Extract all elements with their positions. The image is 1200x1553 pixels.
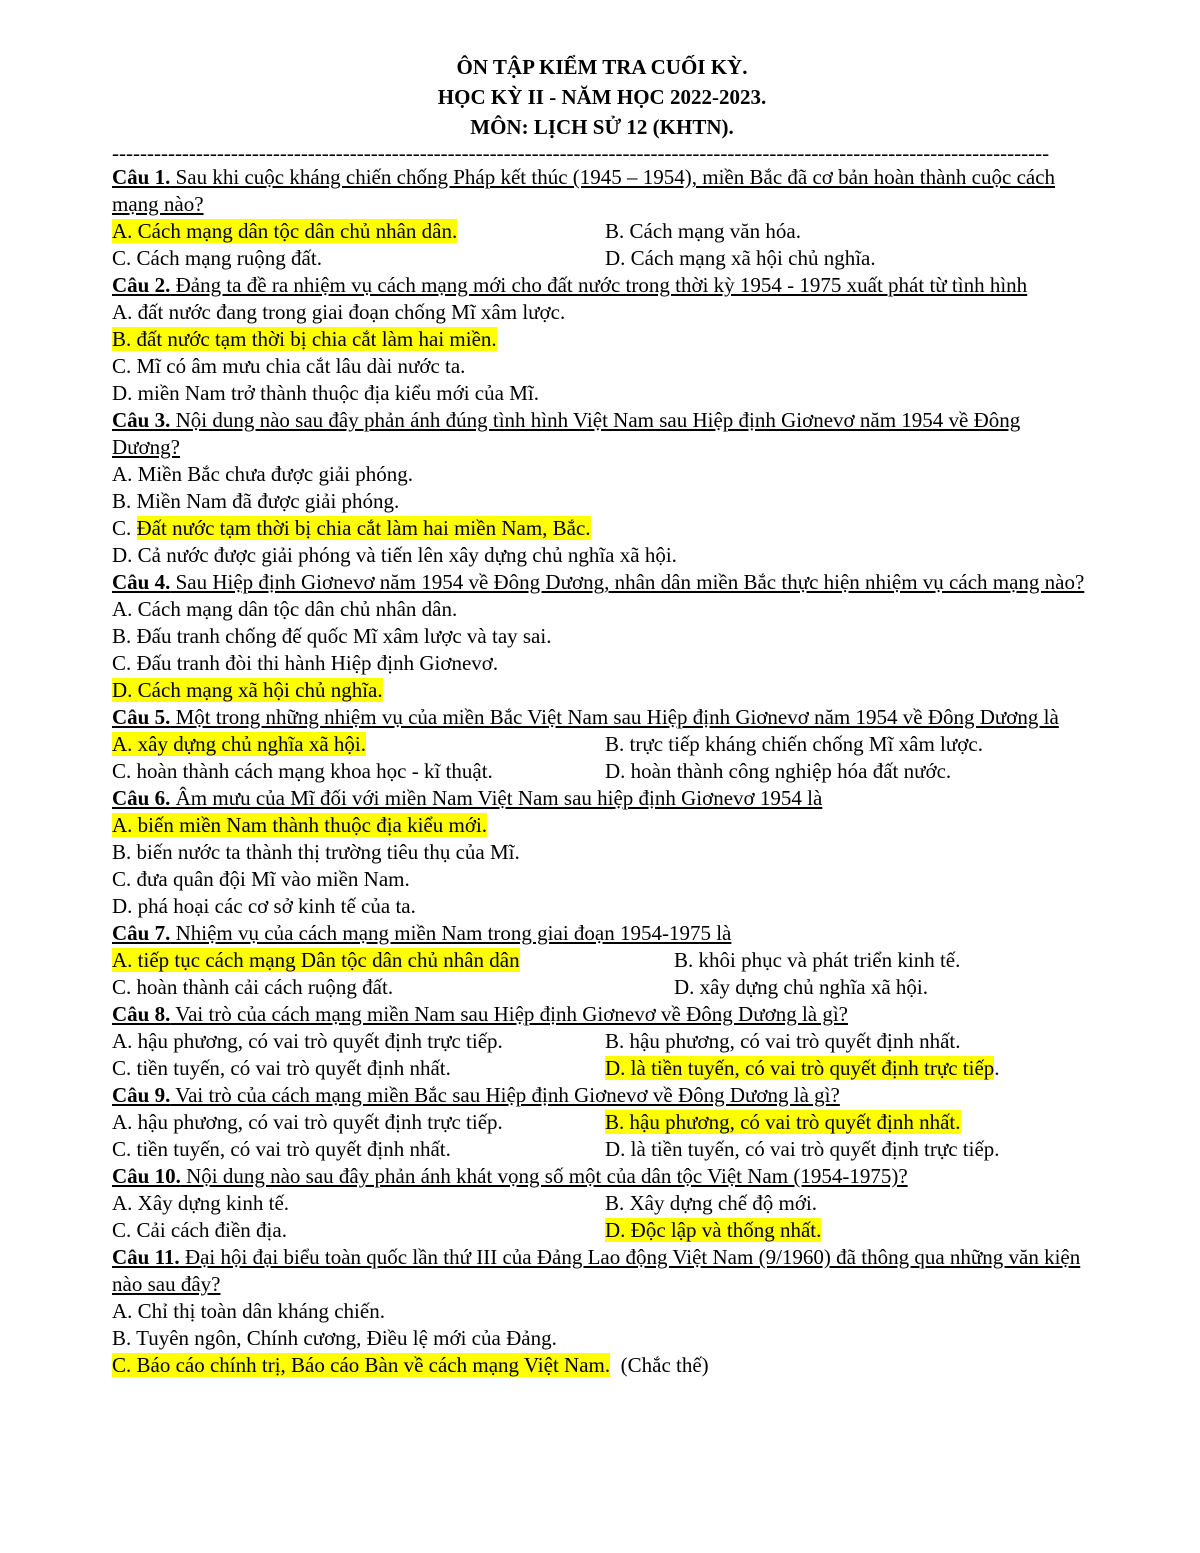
question-11 — [112, 1244, 1092, 1298]
title-line-1: ÔN TẬP KIỂM TRA CUỐI KỲ. — [456, 55, 748, 79]
question-7 — [112, 920, 1092, 947]
question-4 — [112, 569, 1092, 596]
question-text: Sau Hiệp định Giơnevơ năm 1954 về Đông Dương, nhân dân miền Bắc thực hiện nhiệm vụ cách mạng nào? — [170, 570, 1085, 594]
option-d: D. phá hoại các cơ sở kinh tế của ta. — [112, 894, 416, 918]
question-number: Câu 6. — [112, 786, 171, 810]
option-b: B. Cách mạng văn hóa. — [605, 219, 801, 243]
answer-note: (Chắc thế) — [610, 1353, 709, 1377]
question-number: Câu 10. — [112, 1164, 181, 1188]
option-b: B. Xây dựng chế độ mới. — [605, 1191, 818, 1215]
option-b: B. Miền Nam đã được giải phóng. — [112, 489, 400, 513]
option-d: D. Cách mạng xã hội chủ nghĩa. — [605, 246, 876, 270]
option-row — [112, 1055, 1092, 1082]
option-row — [112, 218, 1092, 245]
question-9 — [112, 1082, 1092, 1109]
option-d-correct — [605, 1055, 1000, 1082]
question-number: Câu 9. — [112, 1083, 171, 1107]
question-text: Đảng ta đề ra nhiệm vụ cách mạng mới cho đất nước trong thời kỳ 1954 - 1975 xuất phát từ tình hình — [170, 273, 1028, 297]
option-d-correct: D. Độc lập và thống nhất. — [605, 1218, 822, 1242]
title-line-3: MÔN: LỊCH SỬ 12 (KHTN). — [470, 115, 734, 139]
option-row — [112, 1136, 1092, 1163]
question-text: Sau khi cuộc kháng chiến chống Pháp kết thúc (1945 – 1954), miền Bắc đã cơ bản hoàn thành cuộc cách mạng nào? — [112, 165, 1056, 216]
option-c: C. Cách mạng ruộng đất. — [112, 246, 322, 270]
option-row — [112, 974, 1092, 1001]
question-number: Câu 3. — [112, 408, 171, 432]
option-b-correct: B. đất nước tạm thời bị chia cắt làm hai miền. — [112, 327, 497, 351]
document-title — [112, 52, 1092, 142]
option-row — [112, 758, 1092, 785]
question-text: Nội dung nào sau đây phản ánh khát vọng số một của dân tộc Việt Nam (1954-1975)? — [180, 1164, 908, 1188]
option-a: A. hậu phương, có vai trò quyết định trực tiếp. — [112, 1029, 503, 1053]
option-a: A. Chỉ thị toàn dân kháng chiến. — [112, 1299, 385, 1323]
option-d-text: D. là tiền tuyến, có vai trò quyết định trực tiếp — [605, 1056, 995, 1080]
question-8 — [112, 1001, 1092, 1028]
option-row — [112, 947, 1092, 974]
option-a: A. Cách mạng dân tộc dân chủ nhân dân. — [112, 597, 458, 621]
question-5 — [112, 704, 1092, 731]
question-number: Câu 1. — [112, 165, 171, 189]
option-a: A. Xây dựng kinh tế. — [112, 1191, 290, 1215]
question-6 — [112, 785, 1092, 812]
option-d: D. xây dựng chủ nghĩa xã hội. — [674, 975, 928, 999]
question-1 — [112, 164, 1092, 218]
option-b: B. trực tiếp kháng chiến chống Mĩ xâm lược. — [605, 732, 983, 756]
option-a: A. Miền Bắc chưa được giải phóng. — [112, 462, 413, 486]
option-c: C. đưa quân đội Mĩ vào miền Nam. — [112, 867, 410, 891]
option-c: C. tiền tuyến, có vai trò quyết định nhất. — [112, 1056, 451, 1080]
question-number: Câu 2. — [112, 273, 171, 297]
question-10 — [112, 1163, 1092, 1190]
question-2 — [112, 272, 1092, 299]
option-a-correct: A. xây dựng chủ nghĩa xã hội. — [112, 732, 366, 756]
option-b: B. hậu phương, có vai trò quyết định nhất. — [605, 1029, 961, 1053]
option-c-correct — [112, 515, 1092, 542]
question-number: Câu 8. — [112, 1002, 171, 1026]
option-d: D. Cả nước được giải phóng và tiến lên xây dựng chủ nghĩa xã hội. — [112, 543, 677, 567]
option-a: A. hậu phương, có vai trò quyết định trực tiếp. — [112, 1110, 503, 1134]
option-c: C. Đấu tranh đòi thi hành Hiệp định Giơnevơ. — [112, 651, 499, 675]
question-text: Vai trò của cách mạng miền Bắc sau Hiệp định Giơnevơ về Đông Dương là gì? — [170, 1083, 840, 1107]
option-b: B. khôi phục và phát triển kinh tế. — [674, 948, 961, 972]
option-c-text: C. Báo cáo chính trị, Báo cáo Bàn về cách mạng Việt Nam. — [112, 1353, 611, 1377]
option-d-correct: D. Cách mạng xã hội chủ nghĩa. — [112, 678, 383, 702]
option-c-text: Đất nước tạm thời bị chia cắt làm hai miền Nam, Bắc. — [136, 516, 591, 540]
option-d: D. hoàn thành công nghiệp hóa đất nước. — [605, 759, 952, 783]
question-text: Nhiệm vụ của cách mạng miền Nam trong giai đoạn 1954-1975 là — [170, 921, 732, 945]
option-a-correct: A. biến miền Nam thành thuộc địa kiểu mới. — [112, 813, 488, 837]
option-row — [112, 1190, 1092, 1217]
question-text: Âm mưu của Mĩ đối với miền Nam Việt Nam sau hiệp định Giơnevơ 1954 là — [170, 786, 823, 810]
option-c-correct — [112, 1352, 1092, 1379]
option-letter: C. — [112, 516, 137, 540]
option-d-period: . — [994, 1056, 1000, 1080]
question-number: Câu 4. — [112, 570, 171, 594]
question-number: Câu 7. — [112, 921, 171, 945]
option-b: B. Đấu tranh chống đế quốc Mĩ xâm lược và tay sai. — [112, 624, 552, 648]
option-b: B. biến nước ta thành thị trường tiêu thụ của Mĩ. — [112, 840, 520, 864]
option-d: D. là tiền tuyến, có vai trò quyết định trực tiếp. — [605, 1137, 1000, 1161]
option-a-correct: A. Cách mạng dân tộc dân chủ nhân dân. — [112, 219, 458, 243]
option-c: C. Mĩ có âm mưu chia cắt lâu dài nước ta. — [112, 354, 466, 378]
question-text: Nội dung nào sau đây phản ánh đúng tình hình Việt Nam sau Hiệp định Giơnevơ năm 1954 về Đông Dương? — [112, 408, 1021, 459]
question-number: Câu 11. — [112, 1245, 180, 1269]
question-number: Câu 5. — [112, 705, 171, 729]
option-d: D. miền Nam trở thành thuộc địa kiểu mới của Mĩ. — [112, 381, 539, 405]
option-c: C. Cải cách điền địa. — [112, 1218, 287, 1242]
option-row — [112, 1217, 1092, 1244]
option-c: C. tiền tuyến, có vai trò quyết định nhất. — [112, 1137, 451, 1161]
option-row — [112, 731, 1092, 758]
option-row — [112, 1109, 1092, 1136]
option-row — [112, 245, 1092, 272]
option-b-correct: B. hậu phương, có vai trò quyết định nhất. — [605, 1110, 961, 1134]
option-row — [112, 1028, 1092, 1055]
question-3 — [112, 407, 1092, 461]
question-text: Vai trò của cách mạng miền Nam sau Hiệp định Giơnevơ về Đông Dương là gì? — [170, 1002, 848, 1026]
document-page — [112, 52, 1092, 1379]
option-c: C. hoàn thành cách mạng khoa học - kĩ thuật. — [112, 759, 493, 783]
option-b: B. Tuyên ngôn, Chính cương, Điều lệ mới của Đảng. — [112, 1326, 557, 1350]
option-a-correct: A. tiếp tục cách mạng Dân tộc dân chủ nhân dân — [112, 948, 520, 972]
question-text: Đại hội đại biểu toàn quốc lần thứ III của Đảng Lao động Việt Nam (9/1960) đã thông qua những văn kiện nào sau đây? — [112, 1245, 1081, 1296]
option-a: A. đất nước đang trong giai đoạn chống Mĩ xâm lược. — [112, 300, 566, 324]
title-line-2: HỌC KỲ II - NĂM HỌC 2022-2023. — [437, 85, 767, 109]
question-text: Một trong những nhiệm vụ của miền Bắc Việt Nam sau Hiệp định Giơnevơ năm 1954 về Đông Dương là — [170, 705, 1059, 729]
separator-rule: -------------------------------------------------------------------------------------------------------------------------------------- — [112, 142, 1050, 164]
option-c: C. hoàn thành cải cách ruộng đất. — [112, 975, 394, 999]
